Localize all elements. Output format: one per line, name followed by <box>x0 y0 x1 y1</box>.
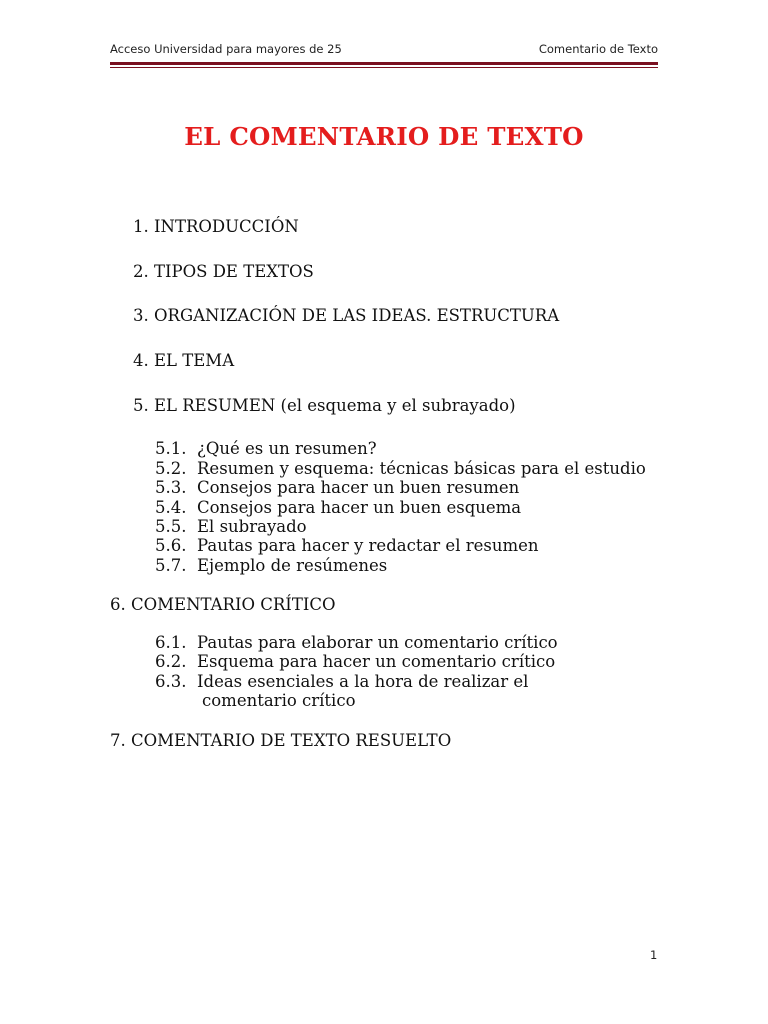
toc-subitem-number: 5.5. <box>155 517 187 536</box>
toc-subitem-5-7 <box>155 556 387 576</box>
toc-subitem-label: Esquema para hacer un comentario crítico <box>197 652 556 671</box>
toc-item-4 <box>133 351 234 371</box>
toc-subitem-number: 5.1. <box>155 439 187 458</box>
toc-subitem-number: 6.1. <box>155 633 187 652</box>
toc-item-number: 3. <box>133 306 149 325</box>
toc-subitem-5-6 <box>155 536 539 556</box>
toc-subitem-number: 6.3. <box>155 672 187 691</box>
header-rule-thin <box>110 67 658 68</box>
toc-item-number: 4. <box>133 351 149 370</box>
document-title: EL COMENTARIO DE TEXTO <box>184 122 584 151</box>
toc-item-6 <box>110 595 336 615</box>
toc-item-number: 6. <box>110 595 126 614</box>
toc-subitem-number: 5.6. <box>155 536 187 555</box>
toc-subitem-label: ¿Qué es un resumen? <box>197 439 377 458</box>
toc-subitem-5-3 <box>155 478 519 498</box>
toc-subitem-6-3-continuation: comentario crítico <box>202 691 356 710</box>
toc-subitem-5-2 <box>155 459 646 479</box>
toc-subitem-label: Resumen y esquema: técnicas básicas para el estudio <box>197 459 646 478</box>
toc-subitem-number: 6.2. <box>155 652 187 671</box>
toc-subitem-label: Ideas esenciales a la hora de realizar el <box>197 672 529 691</box>
toc-subitem-5-1 <box>155 439 377 459</box>
header-rule-thick <box>110 62 658 65</box>
toc-item-1 <box>133 217 299 237</box>
toc-subitem-number: 5.2. <box>155 459 187 478</box>
toc-item-number: 5. <box>133 396 149 415</box>
toc-subitem-number: 5.4. <box>155 498 187 517</box>
toc-subitem-label: Consejos para hacer un buen resumen <box>197 478 520 497</box>
toc-subitem-6-3 <box>155 672 528 692</box>
toc-item-label: TIPOS DE TEXTOS <box>154 262 314 281</box>
toc-subitem-label: Pautas para hacer y redactar el resumen <box>197 536 539 555</box>
toc-item-number: 1. <box>133 217 149 236</box>
header-course-label: Acceso Universidad para mayores de 25 <box>110 42 342 56</box>
toc-subitem-label: Consejos para hacer un buen esquema <box>197 498 522 517</box>
toc-item-label: EL RESUMEN (el esquema y el subrayado) <box>154 396 516 415</box>
toc-subitem-5-5 <box>155 517 307 537</box>
toc-item-label: COMENTARIO CRÍTICO <box>131 595 336 614</box>
page-number: 1 <box>650 948 658 962</box>
toc-item-5 <box>133 396 516 416</box>
toc-subitem-label: Pautas para elaborar un comentario crítico <box>197 633 558 652</box>
toc-subitem-5-4 <box>155 498 521 518</box>
toc-item-label: EL TEMA <box>154 351 235 370</box>
page-header <box>110 42 658 60</box>
toc-item-3 <box>133 306 559 326</box>
toc-subitem-6-2 <box>155 652 555 672</box>
toc-subitem-6-1 <box>155 633 558 653</box>
toc-subitem-number: 5.7. <box>155 556 187 575</box>
toc-item-number: 2. <box>133 262 149 281</box>
header-subject-label: Comentario de Texto <box>538 42 658 56</box>
toc-item-label: COMENTARIO DE TEXTO RESUELTO <box>131 731 452 750</box>
toc-item-label: ORGANIZACIÓN DE LAS IDEAS. ESTRUCTURA <box>154 306 560 325</box>
toc-item-label: INTRODUCCIÓN <box>154 217 299 236</box>
toc-item-number: 7. <box>110 731 126 750</box>
toc-subitem-label: El subrayado <box>197 517 307 536</box>
toc-subitem-number: 5.3. <box>155 478 187 497</box>
toc-subitem-label: Ejemplo de resúmenes <box>197 556 388 575</box>
toc-item-2 <box>133 262 314 282</box>
toc-item-7 <box>110 731 451 751</box>
